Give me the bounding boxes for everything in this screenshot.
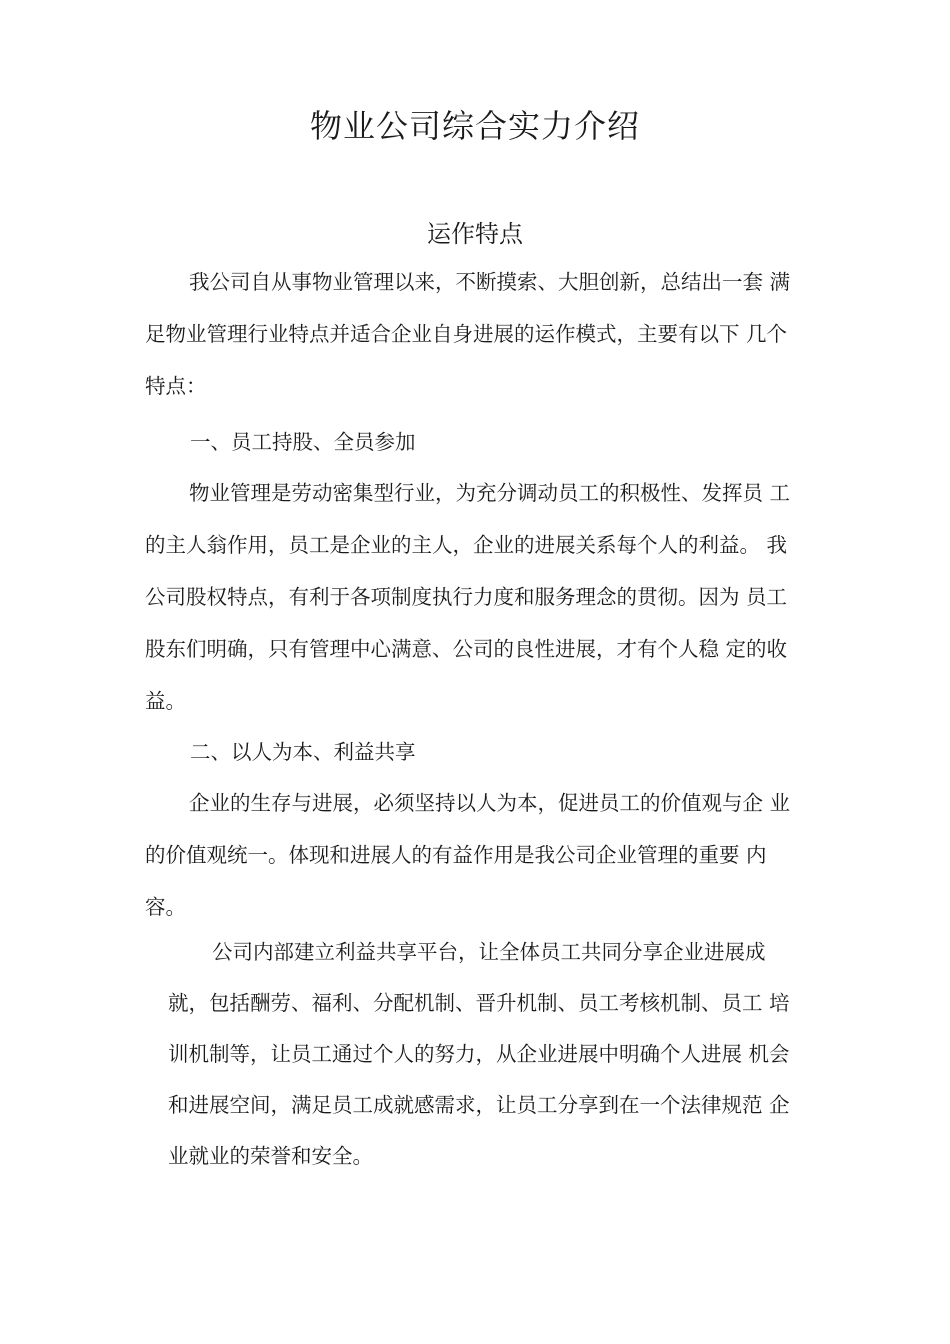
paragraph-line: 训机制等，让员工通过个人的努力，从企业进展中明确个人进展 机会 xyxy=(168,1042,790,1066)
paragraph-line: 和进展空间，满足员工成就感需求，让员工分享到在一个法律规范 企 xyxy=(168,1093,790,1117)
paragraph-line: 物业管理是劳动密集型行业，为充分调动员工的积极性、发挥员 工 xyxy=(189,481,791,505)
paragraph-line: 足物业管理行业特点并适合企业自身进展的运作模式，主要有以下 几个 xyxy=(145,322,788,346)
paragraph-line: 企业的生存与进展，必须坚持以人为本，促进员工的价值观与企 业 xyxy=(189,791,791,815)
paragraph-line: 公司内部建立利益共享平台，让全体员工共同分享企业进展成 xyxy=(212,940,766,964)
paragraph-line: 的价值观统一。体现和进展人的有益作用是我公司企业管理的重要 内 xyxy=(145,843,767,867)
paragraph-line: 业就业的荣誉和安全。 xyxy=(168,1144,373,1168)
intro-paragraph xyxy=(145,256,790,412)
paragraph-line: 容。 xyxy=(145,895,186,919)
paragraph-benefit-sharing xyxy=(168,926,790,1181)
paragraph-line: 特点： xyxy=(145,374,207,398)
paragraph-employee-shareholding xyxy=(145,467,790,727)
heading-people-oriented: 二、以人为本、利益共享 xyxy=(190,740,416,764)
document-title: 物业公司综合实力介绍 xyxy=(309,107,640,145)
paragraph-line: 就，包括酬劳、福利、分配机制、晋升机制、员工考核机制、员工 培 xyxy=(168,991,790,1015)
heading-employee-shareholding: 一、员工持股、全员参加 xyxy=(190,430,416,454)
paragraph-people-oriented xyxy=(145,777,790,933)
paragraph-line: 股东们明确，只有管理中心满意、公司的良性进展，才有个人稳 定的收 xyxy=(145,637,788,661)
paragraph-line: 的主人翁作用，员工是企业的主人，企业的进展关系每个人的利益。 我 xyxy=(145,533,788,557)
paragraph-line: 公司股权特点，有利于各项制度执行力度和服务理念的贯彻。因为 员工 xyxy=(145,585,788,609)
paragraph-line: 益。 xyxy=(145,689,186,713)
section-title: 运作特点 xyxy=(427,220,523,248)
paragraph-line: 我公司自从事物业管理以来，不断摸索、大胆创新，总结出一套 满 xyxy=(189,270,791,294)
